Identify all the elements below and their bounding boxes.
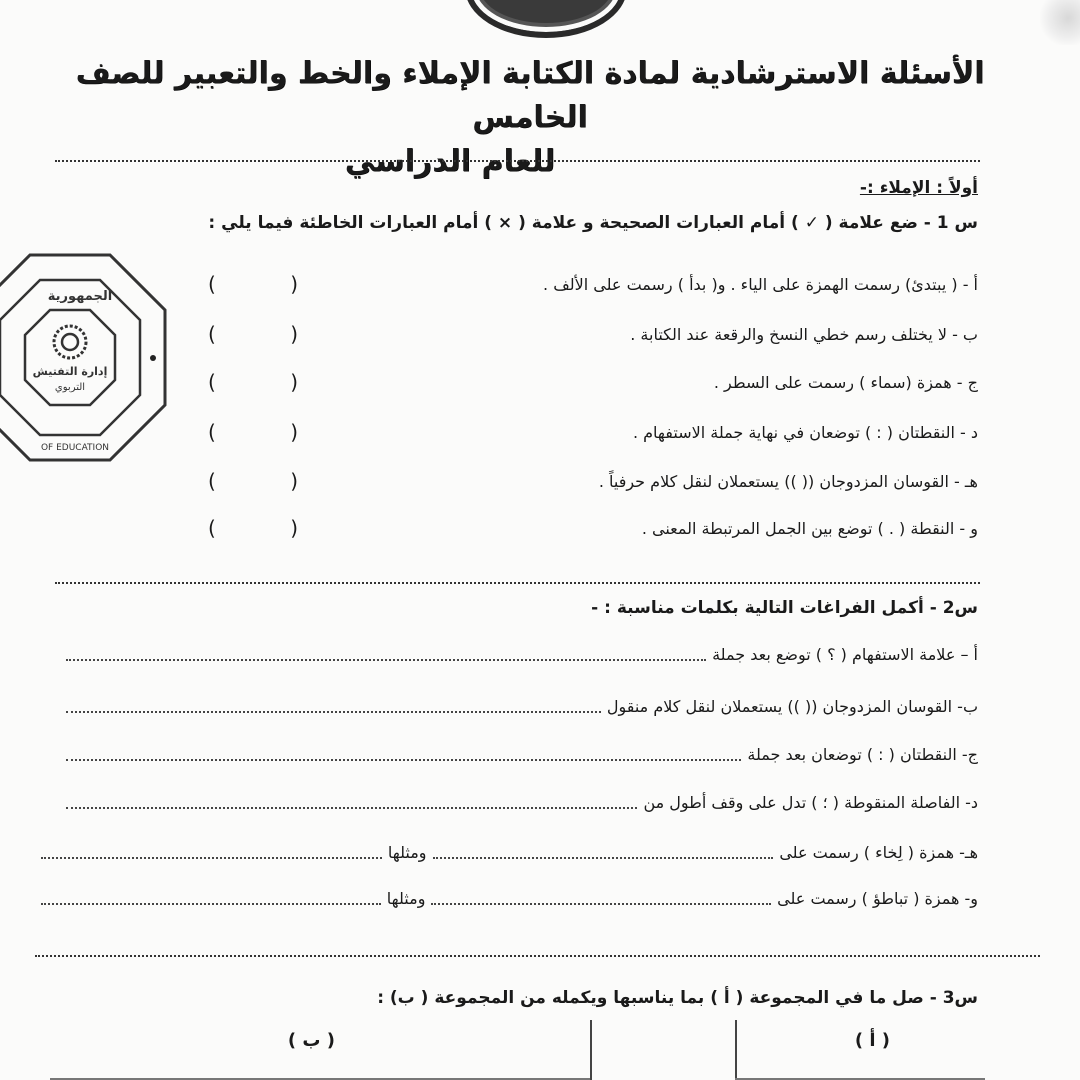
document-title [40, 52, 1020, 184]
fill-item [60, 788, 978, 816]
fill-blank[interactable] [66, 747, 741, 761]
fill-item-text: ب- القوسان المزدوجان (( )) يستعملان لنقل كلام منقول [606, 696, 978, 716]
table-divider [590, 1020, 592, 1080]
tf-item [178, 514, 978, 542]
tf-item [178, 368, 978, 396]
tf-item [178, 320, 978, 348]
table-divider [735, 1020, 737, 1080]
fill-blank[interactable] [41, 845, 382, 859]
title-line-1: الأسئلة الاسترشادية لمادة الكتابة الإملاء والخط والتعبير للصف الخامس [75, 56, 985, 135]
fill-item-mid-text: ومثلها [387, 842, 427, 862]
question-3-prompt: س3 - صل ما في المجموعة ( أ ) بما يناسبها ويكمله من المجموعة ( ب) : [377, 988, 978, 1008]
fill-item [60, 740, 978, 768]
svg-text:إدارة التفتيش: إدارة التفتيش [32, 365, 108, 378]
question-1-prompt: س 1 - ضع علامة ( ✓ ) أمام العبارات الصحيحة و علامة ( × ) أمام العبارات الخاطئة فيما يلي : [208, 213, 978, 233]
separator-dotted [35, 955, 1040, 957]
fill-item-text: ج- النقطتان ( : ) توضعان بعد جملة [747, 744, 978, 764]
separator-dotted [55, 582, 980, 584]
answer-blank[interactable]: ( ) [208, 469, 298, 493]
question-2-prompt: س2 - أكمل الفراغات التالية بكلمات مناسبة : - [591, 598, 978, 618]
fill-item [35, 838, 978, 866]
title-line-2: للعام الدراسي [344, 144, 556, 179]
tf-item-text: ج - همزة (سماء ) رسمت على السطر . [713, 372, 978, 392]
fill-item [60, 640, 978, 668]
tf-item-text: هـ - القوسان المزدوجان (( )) يستعملان لنقل كلام حرفياً . [598, 471, 978, 491]
answer-blank[interactable]: ( ) [208, 516, 298, 540]
tf-item [178, 270, 978, 298]
answer-blank[interactable]: ( ) [208, 272, 298, 296]
fill-item-text: و- همزة ( تباطؤ ) رسمت على [777, 888, 978, 908]
fill-item-text: أ – علامة الاستفهام ( ؟ ) توضع بعد جملة [712, 644, 978, 664]
svg-text:OF EDUCATION: OF EDUCATION [40, 443, 110, 453]
column-b-header: ( ب ) [287, 1030, 335, 1051]
answer-blank[interactable]: ( ) [208, 370, 298, 394]
fill-blank[interactable] [41, 891, 381, 905]
fill-item-text: هـ- همزة ( لِخاء ) رسمت على [779, 842, 978, 862]
ministry-stamp [0, 250, 170, 465]
section-heading-imla: أولاً : الإملاء :- [859, 178, 978, 198]
answer-blank[interactable]: ( ) [208, 322, 298, 346]
table-header-rule [50, 1078, 590, 1080]
tf-item [178, 418, 978, 446]
tf-item-text: أ - ( يبتدئ) رسمت الهمزة على الياء . و( بدأ ) رسمت على الألف . [543, 274, 978, 294]
fill-item-mid-text: ومثلها [386, 888, 426, 908]
answer-blank[interactable]: ( ) [208, 420, 298, 444]
fill-blank[interactable] [66, 795, 637, 809]
fill-blank[interactable] [431, 891, 771, 905]
fill-blank[interactable] [66, 647, 706, 661]
scan-smudge [1040, 0, 1080, 45]
top-emblem-seal [465, 0, 627, 38]
tf-item-text: د - النقطتان ( : ) توضعان في نهاية جملة الاستفهام . [632, 422, 978, 442]
svg-text:الجمهورية: الجمهورية [47, 289, 113, 304]
fill-blank[interactable] [433, 845, 774, 859]
fill-item [35, 884, 978, 912]
tf-item-text: و - النقطة ( . ) توضع بين الجمل المرتبطة المعنى . [641, 518, 978, 538]
separator-dotted [55, 160, 980, 162]
fill-item [60, 692, 978, 720]
tf-item-text: ب - لا يختلف رسم خطي النسخ والرقعة عند الكتابة . [630, 324, 978, 344]
svg-text:التربوي: التربوي [54, 382, 86, 393]
fill-blank[interactable] [66, 699, 601, 713]
column-a-header: ( أ ) [854, 1030, 890, 1051]
fill-item-text: د- الفاصلة المنقوطة ( ؛ ) تدل على وقف أطول من [643, 792, 978, 812]
tf-item [178, 467, 978, 495]
table-header-rule [735, 1078, 985, 1080]
